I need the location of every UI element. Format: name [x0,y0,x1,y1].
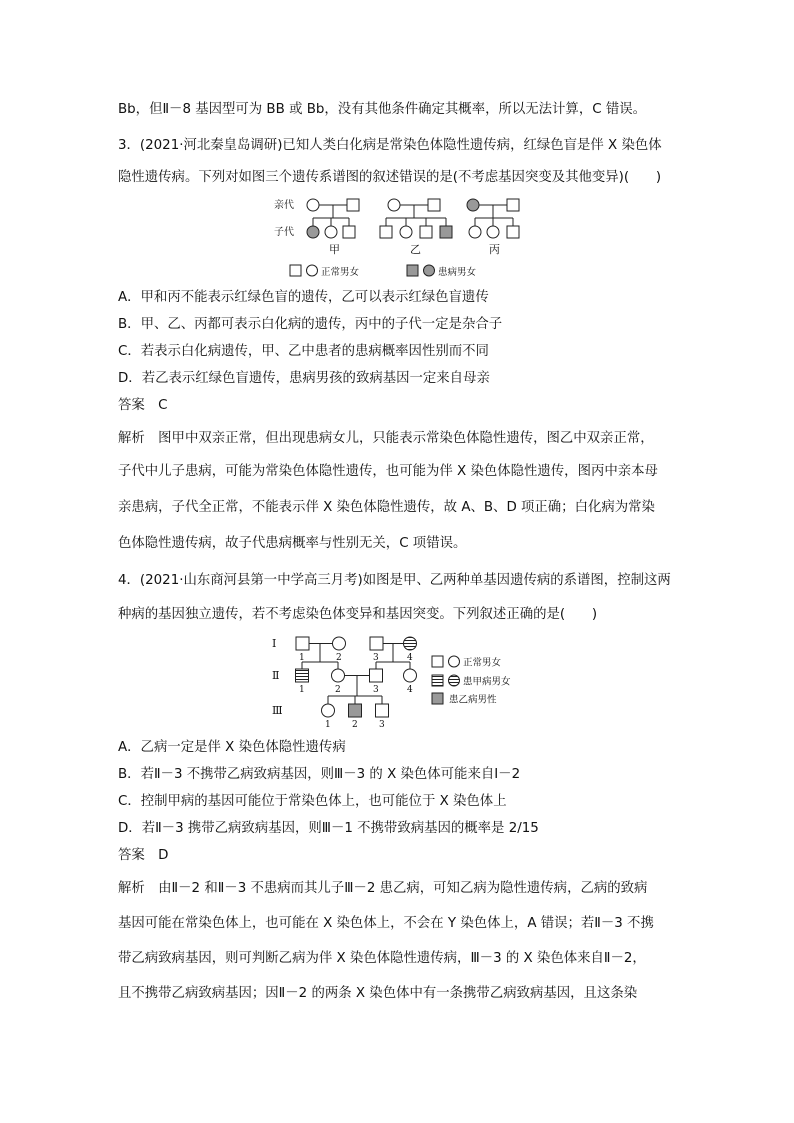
q3-option-d: D．若乙表示红绿色盲遗传，患病男孩的致病基因一定来自母亲 [118,371,490,386]
svg-text:正常男女: 正常男女 [321,267,360,278]
label-group-b: 乙 [410,243,421,256]
label-group-a: 甲 [329,243,340,256]
svg-text:正常男女: 正常男女 [463,657,502,669]
q4-explanation-1: 解析 由Ⅱ－2 和Ⅱ－3 不患病而其儿子Ⅲ－2 患乙病，可知乙病为隐性遗传病，乙病的致病 [118,881,648,896]
gen-label-3: Ⅲ [272,704,283,717]
svg-text:患乙病男性: 患乙病男性 [449,694,497,706]
q4-answer: 答案 D [118,848,169,863]
svg-text:3: 3 [373,685,379,695]
label-group-c: 丙 [489,243,500,256]
pedigree-c [467,199,519,238]
gen-label-2: Ⅱ [272,669,280,682]
q4-option-a: A．乙病一定是伴 X 染色体隐性遗传病 [118,740,346,755]
label-children: 子代 [274,227,294,238]
q4-stem-line1: 4．(2021·山东商河县第一中学高三月考)如图是甲、乙两种单基因遗传病的系谱图，控制这两 [118,573,671,588]
q4-explanation-2: 基因可能在常染色体上，也可能在 X 染色体上，不会在 Y 染色体上，A 错误；若Ⅱ－3 不携 [118,916,654,931]
label-parents: 亲代 [274,200,294,211]
q3-stem-line1: 3．(2021·河北秦皇岛调研)已知人类白化病是常染色体隐性遗传病，红绿色盲是伴 X 染色体 [118,138,662,153]
svg-text:患病男女: 患病男女 [438,267,477,278]
q3-stem-line2: 隐性遗传病。下列对如图三个遗传系谱图的叙述错误的是(不考虑基因突变及其他变异)( ) [118,170,662,185]
legend-fig2 [432,656,511,706]
q3-explanation-4: 色体隐性遗传病，故子代患病概率与性别无关，C 项错误。 [118,536,467,551]
q3-option-b: B．甲、乙、丙都可表示白化病的遗传，丙中的子代一定是杂合子 [118,317,503,332]
svg-text:3: 3 [373,653,379,663]
q3-option-a: A．甲和丙不能表示红绿色盲的遗传，乙可以表示红绿色盲遗传 [118,290,489,305]
q4-explanation-3: 带乙病致病基因，则可判断乙病为伴 X 染色体隐性遗传病，Ⅲ－3 的 X 染色体来自Ⅱ－2， [118,951,646,966]
svg-text:1: 1 [299,653,305,663]
pedigree-figure-2 [268,630,538,730]
q4-option-c: C．控制甲病的基因可能位于常染色体上，也可能位于 X 染色体上 [118,794,507,809]
legend-fig1 [290,265,477,278]
q4-stem-line2: 种病的基因独立遗传，若不考虑染色体变异和基因突变。下列叙述正确的是( ) [118,607,598,622]
q3-explanation-2: 子代中儿子患病，可能为常染色体隐性遗传，也可能为伴 X 染色体隐性遗传，图丙中亲本母 [118,464,658,479]
intro-line: Bb，但Ⅱ－8 基因型可为 BB 或 Bb，没有其他条件确定其概率，所以无法计算，C 错误。 [118,102,646,117]
q3-option-c: C．若表示白化病遗传，甲、乙中患者的患病概率因性别而不同 [118,344,489,359]
svg-text:2: 2 [335,685,341,695]
q3-answer: 答案 C [118,398,168,413]
q3-explanation-1: 解析 图甲中双亲正常，但出现患病女儿，只能表示常染色体隐性遗传，图乙中双亲正常， [118,431,654,446]
gen-label-1: Ⅰ [272,637,277,650]
svg-text:患甲病男女: 患甲病男女 [463,676,511,688]
pedigree-figure-1 [270,192,540,284]
q4-option-d: D．若Ⅱ－3 携带乙病致病基因，则Ⅲ－1 不携带致病基因的概率是 2/15 [118,821,539,836]
q4-explanation-4: 且不携带乙病致病基因；因Ⅱ－2 的两条 X 染色体中有一条携带乙病致病基因，且这条染 [118,986,638,1001]
svg-text:4: 4 [407,653,413,663]
q3-explanation-3: 亲患病，子代全正常，不能表示伴 X 染色体隐性遗传，故 A、B、D 项正确；白化病为常染 [118,500,655,515]
svg-text:2: 2 [336,653,342,663]
q4-option-b: B．若Ⅱ－3 不携带乙病致病基因，则Ⅲ－3 的 X 染色体可能来自Ⅰ－2 [118,767,521,782]
pedigree-a [307,199,359,238]
svg-text:3: 3 [379,720,385,730]
svg-text:1: 1 [299,685,305,695]
svg-text:2: 2 [352,720,358,730]
pedigree-b [380,199,452,238]
svg-text:1: 1 [325,720,331,730]
svg-text:4: 4 [407,685,413,695]
